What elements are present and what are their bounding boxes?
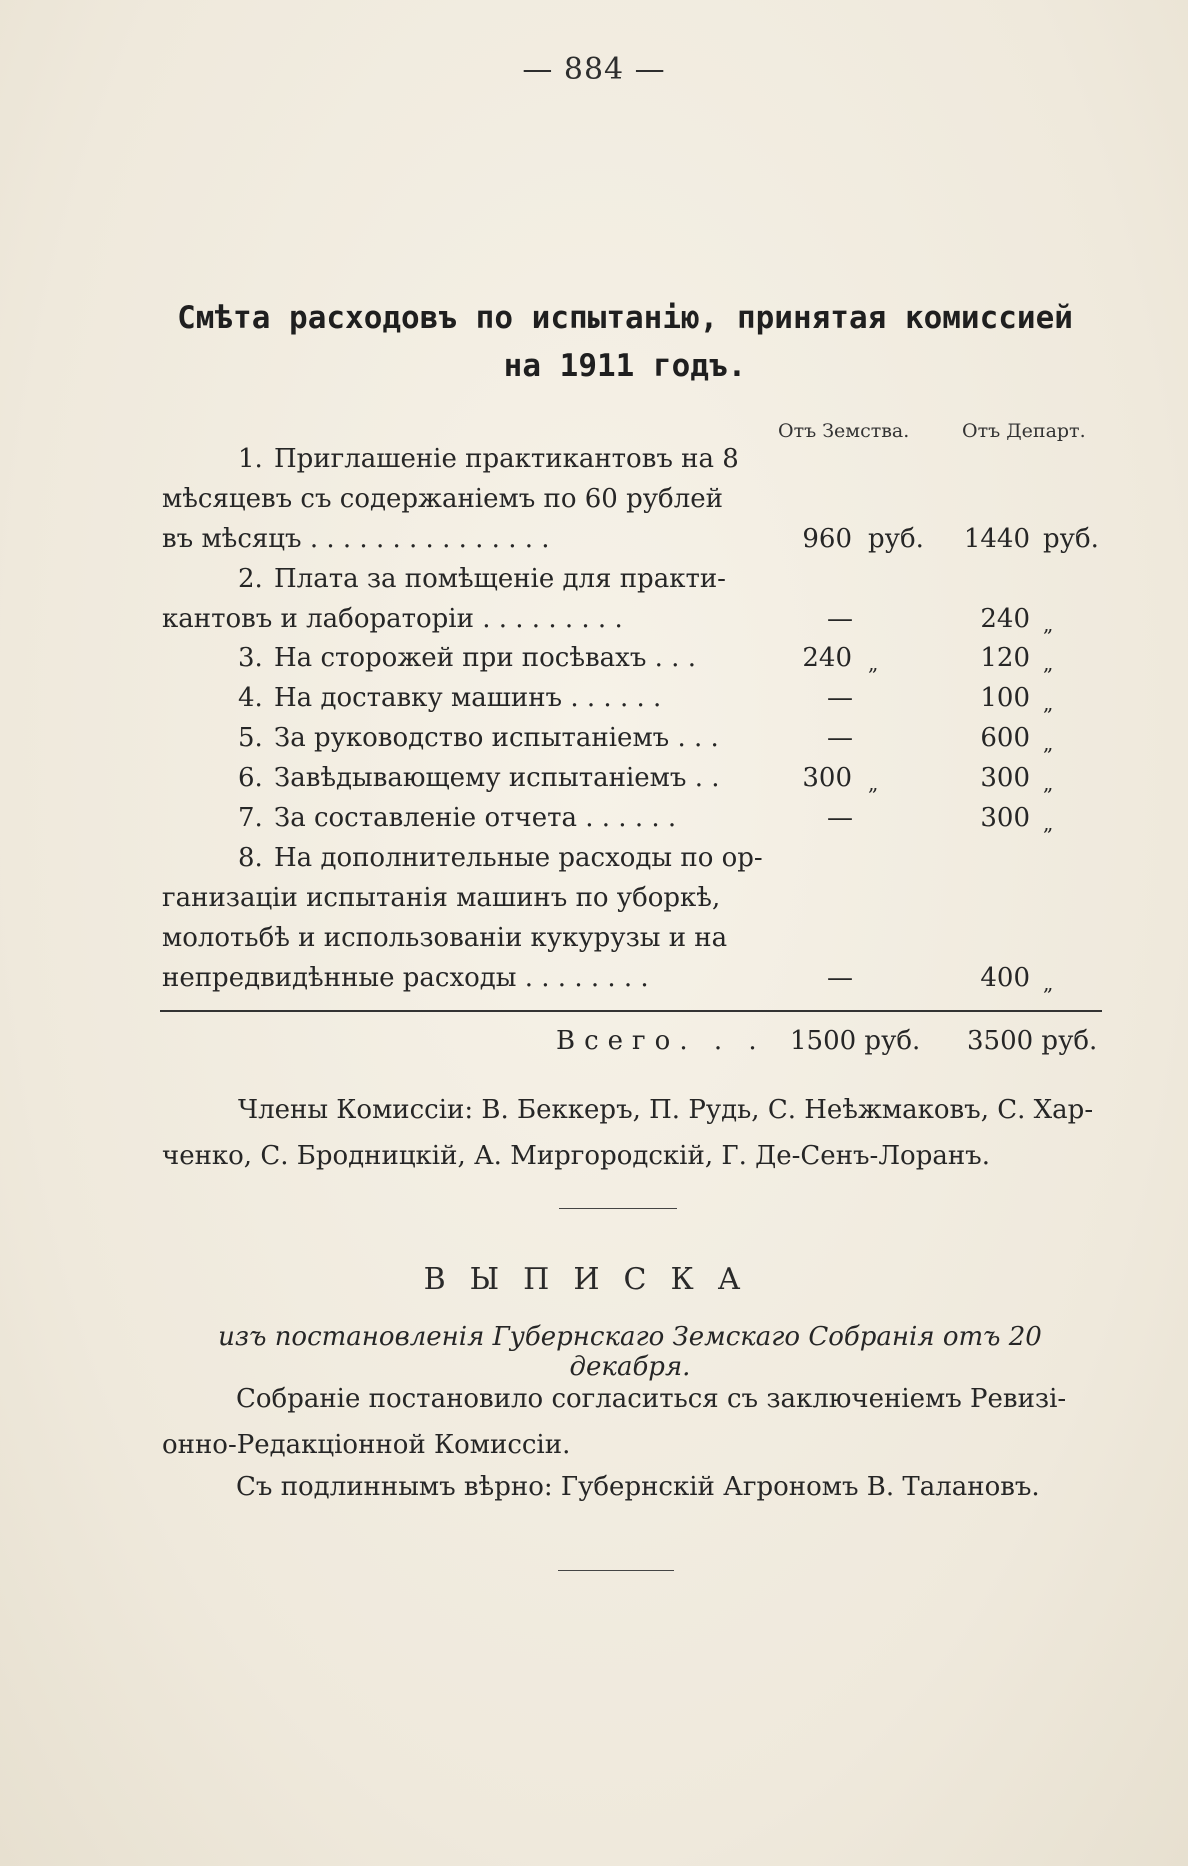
item-number: 5.	[238, 723, 263, 753]
item-text: Приглашеніе практикантовъ на 8	[274, 444, 739, 474]
column-header-department: Отъ Департ.	[962, 420, 1086, 442]
item-text: За руководство испытаніемъ . . .	[274, 723, 719, 753]
column-header-zemstvo: Отъ Земства.	[778, 420, 910, 442]
section-divider	[559, 1208, 677, 1209]
extract-heading: ВЫПИСКА	[423, 1262, 765, 1297]
item-text: На доставку машинъ . . . . . .	[274, 683, 662, 713]
item-1-department-unit: руб.	[1043, 524, 1099, 554]
commission-members	[162, 1087, 1102, 1179]
item-text: На сторожей при посѣвахъ . . .	[274, 643, 696, 673]
total-zemstvo: 1500 руб.	[790, 1026, 921, 1056]
members-line-1: Члены Комиссіи: В. Беккеръ, П. Рудь, С. Неѣжмаковъ, С. Хар-	[238, 1095, 1094, 1125]
item-1-line-2: мѣсяцевъ съ содержаніемъ по 60 рублей	[162, 484, 723, 514]
item-8-department-amount: 400	[980, 963, 1030, 993]
end-divider	[558, 1570, 674, 1571]
page-number: — 884 —	[522, 52, 666, 87]
item-2-zemstvo-amount: —	[827, 604, 853, 634]
item-1-line-3: въ мѣсяцъ . . . . . . . . . . . . . . .	[162, 524, 550, 554]
item-number: 7.	[238, 803, 263, 833]
item-8-department-unit: „	[1043, 971, 1054, 995]
total-label: Всего. . .	[556, 1026, 766, 1056]
item-5-line-1	[238, 723, 719, 753]
members-line-2: ченко, С. Бродницкій, А. Миргородскій, Г. Де-Сенъ-Лоранъ.	[162, 1141, 990, 1171]
resolution-paragraph	[162, 1376, 1102, 1468]
item-number: 1.	[238, 444, 263, 474]
total-department: 3500 руб.	[967, 1026, 1098, 1056]
item-4-zemstvo-amount: —	[827, 683, 853, 713]
item-4-line-1	[238, 683, 661, 713]
item-6-department-amount: 300	[980, 763, 1030, 793]
item-3-line-1	[238, 643, 696, 673]
item-8-line-3: молотьбѣ и использованіи кукурузы и на	[162, 923, 728, 953]
item-8-line-1	[238, 843, 763, 873]
item-3-zemstvo-unit: „	[868, 651, 879, 675]
item-8-line-2: ганизаціи испытанія машинъ по уборкѣ,	[162, 883, 721, 913]
estimate-title: Смѣта расходовъ по испытанію, принятая комиссией	[177, 300, 1073, 336]
estimate-title-year: на 1911 годъ.	[503, 348, 747, 384]
item-6-zemstvo-amount: 300	[802, 763, 852, 793]
item-5-department-unit: „	[1043, 731, 1054, 755]
certification-line	[162, 1464, 1102, 1510]
item-number: 6.	[238, 763, 263, 793]
resolution-line-2: онно-Редакціонной Комиссіи.	[162, 1430, 571, 1460]
certified-text: Съ подлиннымъ вѣрно: Губернскій Агрономъ В. Талановъ.	[236, 1472, 1040, 1502]
item-1-line-1	[238, 444, 739, 474]
item-1-zemstvo-amount: 960	[802, 524, 852, 554]
resolution-line-1: Собраніе постановило согласиться съ заключеніемъ Ревизі-	[236, 1384, 1067, 1414]
item-number: 4.	[238, 683, 263, 713]
item-7-department-unit: „	[1043, 811, 1054, 835]
extract-subtitle: изъ постановленія Губернскаго Земскаго Собранія отъ 20 декабря.	[218, 1322, 1042, 1382]
item-2-line-2: кантовъ и лабораторіи . . . . . . . . .	[162, 604, 623, 634]
item-7-department-amount: 300	[980, 803, 1030, 833]
item-5-department-amount: 600	[980, 723, 1030, 753]
item-2-line-1	[238, 564, 726, 594]
item-2-department-unit: „	[1043, 612, 1054, 636]
item-5-zemstvo-amount: —	[827, 723, 853, 753]
item-1-zemstvo-unit: руб.	[868, 524, 924, 554]
item-1-department-amount: 1440	[963, 524, 1030, 554]
item-text: За составленіе отчета . . . . . .	[274, 803, 677, 833]
item-text: Завѣдывающему испытаніемъ . .	[274, 763, 720, 793]
item-3-department-amount: 120	[980, 643, 1030, 673]
item-4-department-unit: „	[1043, 691, 1054, 715]
item-6-zemstvo-unit: „	[868, 771, 879, 795]
item-number: 8.	[238, 843, 263, 873]
item-8-line-4: непредвидѣнные расходы . . . . . . . .	[162, 963, 649, 993]
item-7-zemstvo-amount: —	[827, 803, 853, 833]
item-2-department-amount: 240	[980, 604, 1030, 634]
item-4-department-amount: 100	[980, 683, 1030, 713]
item-text: На дополнительные расходы по ор-	[274, 843, 763, 873]
item-7-line-1	[238, 803, 676, 833]
item-number: 2.	[238, 564, 263, 594]
item-3-zemstvo-amount: 240	[802, 643, 852, 673]
item-6-line-1	[238, 763, 720, 793]
item-6-department-unit: „	[1043, 771, 1054, 795]
item-text: Плата за помѣщеніе для практи-	[274, 564, 726, 594]
item-number: 3.	[238, 643, 263, 673]
item-3-department-unit: „	[1043, 651, 1054, 675]
total-rule	[160, 1010, 1102, 1012]
item-8-zemstvo-amount: —	[827, 963, 853, 993]
